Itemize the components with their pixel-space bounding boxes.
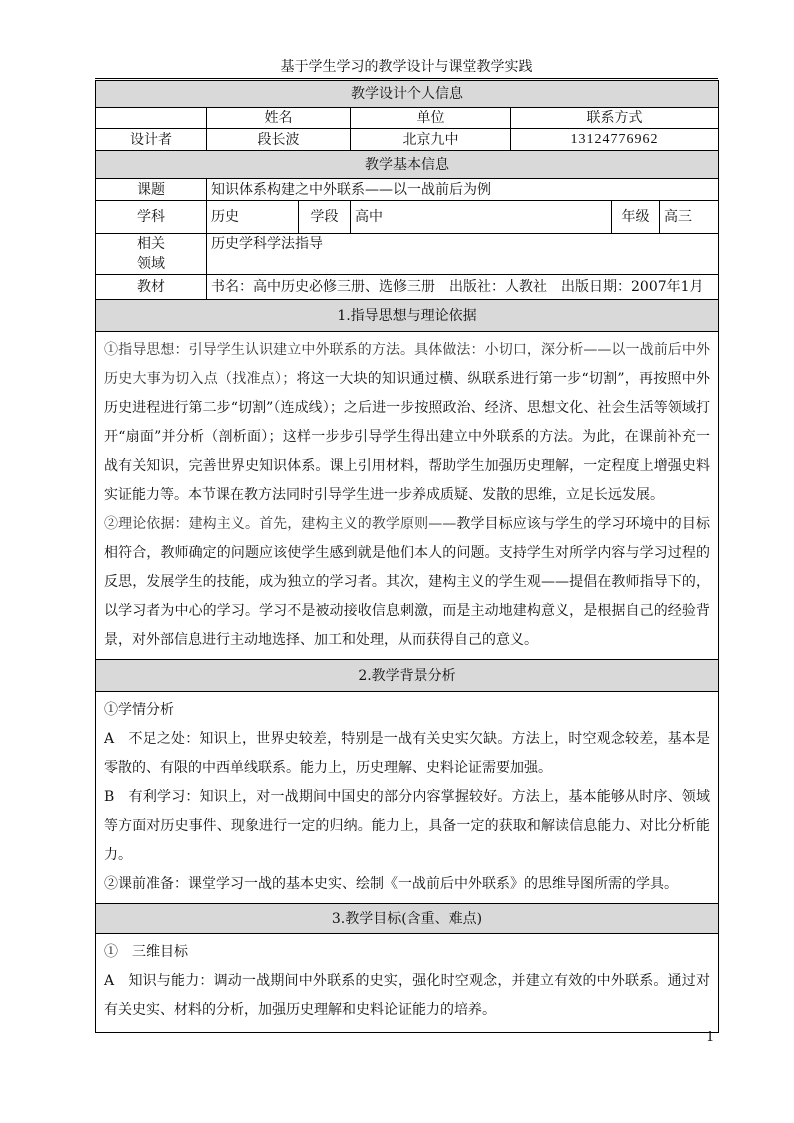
col-header-name: 姓名: [207, 108, 351, 129]
grade-label: 年级: [612, 201, 660, 234]
field-label: [96, 234, 207, 275]
guiding-ideas-lead: ①指导思想：引导学生认识建立中外联系的方法。具体做法：小切口，深分析——以一战前后中外历史大事为切入点（找准点）；: [104, 342, 710, 387]
col-header-contact: 联系方式: [511, 108, 719, 129]
designer-name: 段长波: [207, 129, 351, 151]
learner-analysis-heading: ①学情分析: [104, 702, 174, 718]
section-teaching-objectives: 3.教学目标(含重、难点): [96, 904, 719, 934]
blank-cell: [96, 108, 207, 129]
page-number: 1: [706, 1030, 715, 1045]
stage-value: 高中: [351, 201, 612, 234]
field-label-line-2: 领域: [137, 256, 165, 272]
section-personal-info: 教学设计个人信息: [96, 81, 719, 108]
field-label-line-1: 相关: [137, 236, 165, 252]
designer-contact: 13124776962: [511, 129, 719, 151]
lesson-plan-table: [95, 80, 719, 1033]
designer-label: 设计者: [96, 129, 207, 151]
strength-paragraph: B 有利学习：知识上，对一战期间中国史的部分内容掌握较好。方法上，基本能够从时序、领域等方面对历史事件、现象进行一定的归纳。能力上，具备一定的获取和解读信息能力、对比分析能力。: [104, 789, 710, 863]
weakness-paragraph: A 不足之处：知识上，世界史较差，特别是一战有关史实欠缺。方法上，时空观念较差，基本是零散的、有限的中西单线联系。能力上，历史理解、史料论证需要加强。: [104, 731, 710, 776]
subject-label: 学科: [96, 201, 207, 234]
textbook-label: 教材: [96, 275, 207, 300]
section-basic-info: 教学基本信息: [96, 151, 719, 179]
stage-label: 学段: [299, 201, 351, 234]
guiding-ideas-text: 将这一大块的知识通过横、纵联系进行第一步“切割”，再按照中外历史进程进行第二步“切割”（连成线）；之后进一步按照政治、经济、思想文化、社会生活等领域打开“扇面”并分析（剖析面）；这样一步步引导学生得出建立中外联系的方法。为此，在课前补充一战有关知识，完善世界史知识体系。课上引用材料，帮助学生加强历史理解，一定程度上增强史料实证能力等。本节课在教方法同时引导学生进一步养成质疑、发散的思维，立足长远发展。: [104, 371, 710, 503]
topic-label: 课题: [96, 179, 207, 201]
grade-value: 高三: [660, 201, 719, 234]
theory-text: 教学目标应该与学生的学习环境中的目标相符合，教师确定的问题应该使学生感到就是他们本人的问题。支持学生对所学内容与学习过程的反思，发展学生的技能，成为独立的学习者。其次，建构主义的学生观——提倡在教师指导下的，以学习者为中心的学习。学习不是被动接收信息刺激，而是主动地建构意义，是根据自己的经验背景，对外部信息进行主动地选择、加工和处理，从而获得自己的意义。: [104, 516, 711, 648]
theory-paragraph: [104, 510, 710, 655]
guiding-ideas-body: [96, 332, 719, 660]
knowledge-ability-paragraph: A 知识与能力：调动一战期间中外联系的史实，强化时空观念，并建立有效的中外联系。通过对有关史实、材料的分析，加强历史理解和史料论证能力的培养。: [104, 973, 710, 1018]
header-divider: [95, 78, 718, 79]
col-header-unit: 单位: [351, 108, 511, 129]
textbook-value: 书名：高中历史必修三册、选修三册 出版社：人教社 出版日期：2007年1月: [207, 275, 719, 300]
section-background-analysis: 2.教学背景分析: [96, 660, 719, 692]
subject-value: 历史: [207, 201, 299, 234]
page-header-title: 基于学生学习的教学设计与课堂教学实践: [280, 59, 533, 75]
background-analysis-body: [96, 692, 719, 904]
guiding-ideas-paragraph: [104, 336, 710, 510]
preparation-paragraph: ②课前准备：课堂学习一战的基本史实、绘制《一战前后中外联系》的思维导图所需的学具。: [104, 876, 678, 892]
section-guiding-ideas: 1.指导思想与理论依据: [96, 300, 719, 332]
theory-lead: ②理论依据：建构主义。首先，建构主义的教学原则——: [104, 516, 457, 532]
topic-value: 知识体系构建之中外联系——以一战前后为例: [207, 179, 719, 201]
field-value: 历史学科学法指导: [207, 234, 719, 275]
three-dimension-goals-heading: ① 三维目标: [104, 944, 188, 960]
teaching-objectives-body: [96, 934, 719, 1033]
designer-unit: 北京九中: [351, 129, 511, 151]
